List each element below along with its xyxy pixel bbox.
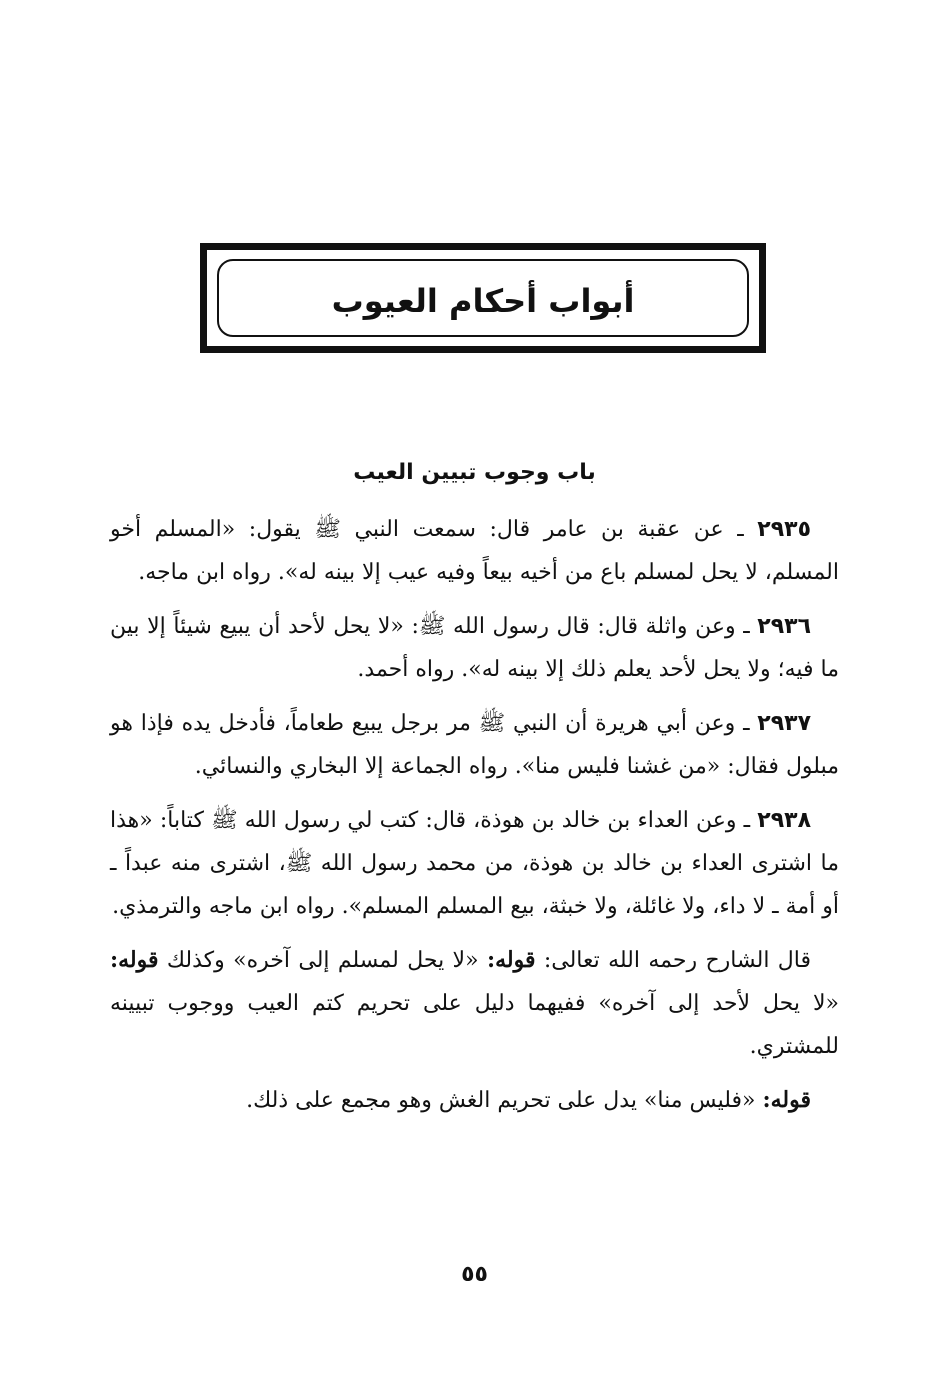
commentary-text: «لا يحل لأحد إلى آخره» ففيهما دليل على تحريم كتم العيب ووجوب تبيينه للمشتري. xyxy=(110,991,839,1059)
commentary-text: «فليس منا» يدل على تحريم الغش وهو مجمع على ذلك. xyxy=(246,1088,756,1113)
chapter-title: أبواب أحكام العيوب xyxy=(331,282,635,320)
commentary-text: «لا يحل لمسلم إلى آخره» وكذلك xyxy=(166,948,479,973)
hadith-number: ٢٩٣٦ xyxy=(757,614,811,639)
commentary-paragraph xyxy=(110,1079,839,1122)
hadith-number: ٢٩٣٧ xyxy=(757,711,811,736)
hadith-paragraph xyxy=(110,508,839,594)
hadith-number: ٢٩٣٥ xyxy=(757,517,811,542)
hadith-paragraph xyxy=(110,799,839,928)
hadith-text: ـ وعن العداء بن خالد بن هوذة، قال: كتب لي رسول الله ﷺ كتاباً: «هذا ما اشترى العداء بن خالد بن هوذة، من محمد رسول الله ﷺ، اشترى منه عبداً ـ أو أمة ـ لا داء، ولا غائلة، ولا خبثة، بيع المسلم المسلم». رواه ابن ماجه والترمذي. xyxy=(110,808,839,919)
chapter-title-inner-border xyxy=(217,259,749,337)
chapter-title-frame xyxy=(200,243,766,353)
hadith-paragraph xyxy=(110,605,839,691)
hadith-paragraph xyxy=(110,702,839,788)
section-heading: باب وجوب تبيين العيب xyxy=(353,460,596,485)
commentary-paragraph xyxy=(110,939,839,1068)
hadith-number: ٢٩٣٨ xyxy=(757,808,811,833)
page-number: ٥٥ xyxy=(461,1262,488,1287)
commentary-keyword: قوله: xyxy=(762,1087,811,1113)
commentary-keyword: قوله: xyxy=(110,947,159,973)
hadith-text: ـ وعن واثلة قال: قال رسول الله ﷺ: «لا يحل لأحد أن يبيع شيئاً إلا بين ما فيه؛ ولا يحل لأحد يعلم ذلك إلا بينه له». رواه أحمد. xyxy=(110,614,839,682)
hadith-text: ـ وعن أبي هريرة أن النبي ﷺ مر برجل يبيع طعاماً، فأدخل يده فإذا هو مبلول فقال: «من غشنا فليس منا». رواه الجماعة إلا البخاري والنسائي. xyxy=(110,711,839,779)
hadith-text: ـ عن عقبة بن عامر قال: سمعت النبي ﷺ يقول: «المسلم أخو المسلم، لا يحل لمسلم باع من أخيه بيعاً وفيه عيب إلا بينه له». رواه ابن ماجه. xyxy=(110,517,839,585)
commentary-keyword: قوله: xyxy=(486,947,536,973)
body-text xyxy=(110,508,839,1133)
commentary-intro: قال الشارح رحمه الله تعالى: xyxy=(543,948,812,973)
